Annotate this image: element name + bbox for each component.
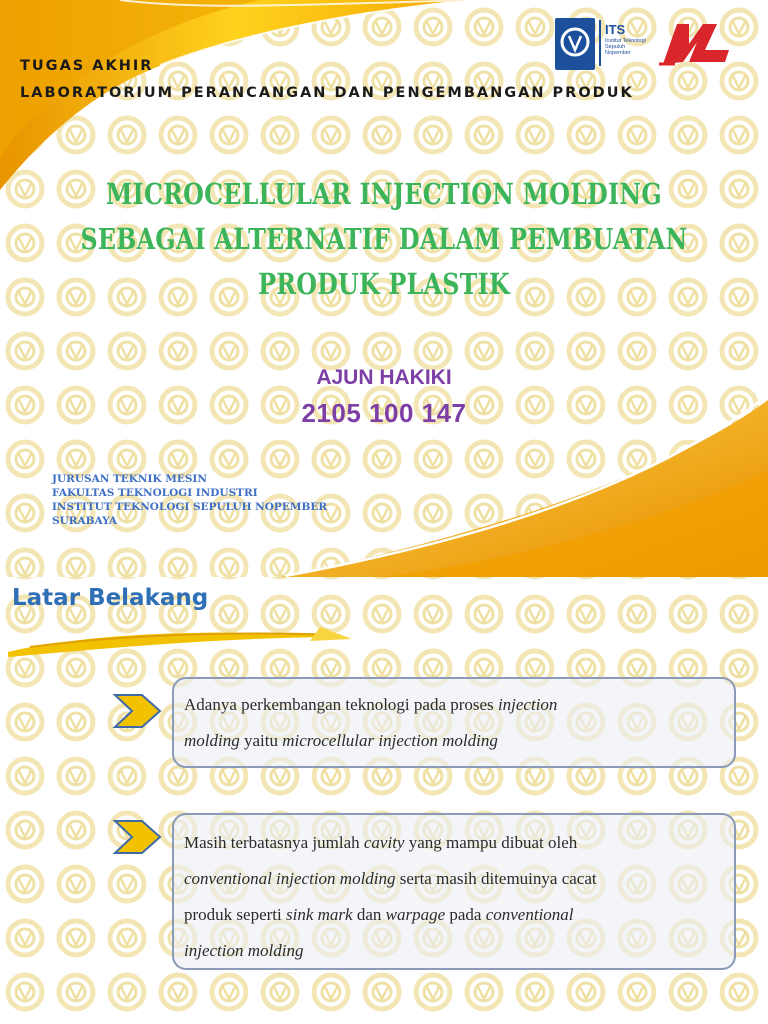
its-emblem-icon — [555, 18, 595, 70]
header-tugas-akhir: TUGAS AKHIR — [20, 58, 154, 74]
its-logo-subtext: Institut Teknologi Sepuluh Nopember — [605, 38, 646, 56]
section-title: Latar Belakang — [12, 585, 209, 611]
chevron-bullet-icon — [112, 692, 164, 730]
yellow-brush-underline — [0, 617, 360, 662]
its-logo-text: ITS — [605, 22, 626, 37]
author-name: AJUN HAKIKI — [316, 366, 452, 389]
point-box-2: Masih terbatasnya jumlah cavity yang mampu dibuat oleh conventional injection molding serta masih ditemuinya cacat produk seperti sink mark dan warpage pada conventional injection molding — [172, 813, 736, 970]
header-laboratorium: LABORATORIUM PERANCANGAN DAN PENGEMBANGAN PRODUK — [20, 85, 634, 101]
its-logo — [555, 18, 651, 70]
chevron-bullet-icon — [112, 818, 164, 856]
logo-divider — [599, 20, 601, 66]
presentation-title: MICROCELLULAR INJECTION MOLDING SEBAGAI ALTERNATIF DALAM PEMBUATAN PRODUK PLASTIK — [80, 177, 688, 301]
student-id: 2105 100 147 — [301, 398, 467, 428]
point-box-1: Adanya perkembangan teknologi pada proses injection molding yaitu microcellular injection molding — [172, 677, 736, 768]
latar-belakang-slide — [0, 577, 768, 1024]
ml-red-logo-icon — [655, 20, 735, 68]
institution-block: JURUSAN TEKNIK MESIN FAKULTAS TEKNOLOGI INDUSTRI INSTITUT TEKNOLOGI SEPULUH NOPEMBER SURABAYA — [52, 473, 328, 527]
